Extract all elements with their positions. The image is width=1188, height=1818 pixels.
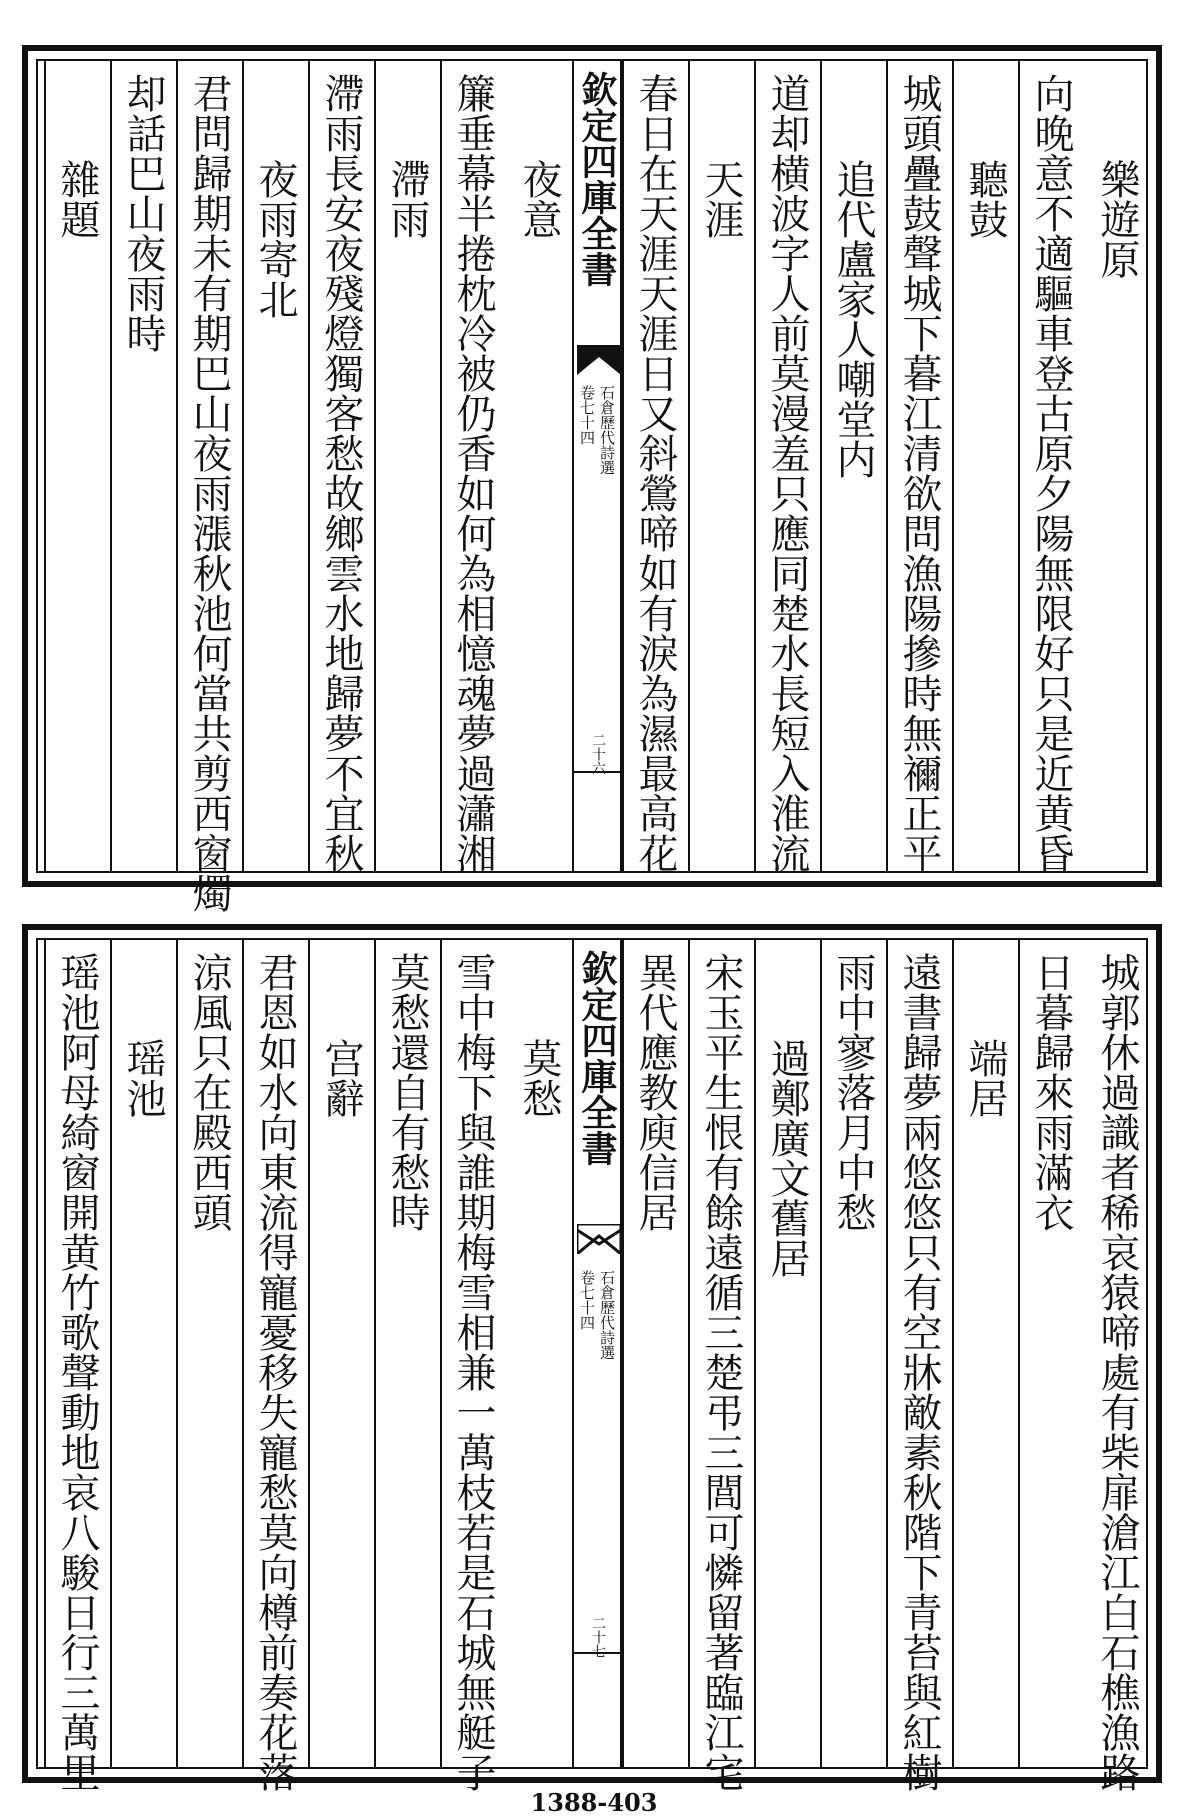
book-title: 欽定四庫全書	[576, 71, 618, 287]
column	[440, 940, 506, 1792]
poem-line: 道却横波字人前莫漫羞只應同楚水長短入淮流	[764, 73, 810, 873]
center-fold	[572, 940, 622, 1767]
column	[622, 61, 688, 871]
top-page-inner-frame	[36, 59, 1148, 913]
column	[440, 61, 506, 871]
fish-tail-mark	[577, 345, 621, 375]
leaf-number: 二十七	[590, 1616, 606, 1658]
poem-line: 向晚意不適驅車登古原夕陽無限好只是近黄昏	[1028, 73, 1074, 873]
column	[506, 940, 572, 1767]
poem-title: 夜雨寄北	[252, 159, 298, 319]
poem-line: 遠書歸夢兩悠悠只有空牀敵素秋階下青苔與紅樹	[896, 952, 942, 1792]
poem-title: 瑶池	[120, 1038, 166, 1118]
page-number: 1388-403	[530, 1788, 658, 1817]
column	[44, 61, 110, 871]
column	[886, 940, 952, 1792]
bottom-page-inner-frame	[36, 938, 1148, 1792]
collection-title: 石倉歷代詩選	[598, 1270, 616, 1360]
poem-title: 天涯	[698, 159, 744, 239]
fold-rule	[574, 771, 620, 773]
book-title: 欽定四庫全書	[576, 950, 618, 1166]
poem-line: 宋玉平生恨有餘遠循三楚弔三閭可憐留著臨江宅	[698, 952, 744, 1792]
column	[754, 940, 820, 1767]
column	[44, 940, 110, 1792]
poem-line: 城頭疊鼓聲城下暮江清欲問漁陽摻時無禰正平	[896, 73, 942, 873]
column	[1018, 940, 1084, 1767]
poem-line: 涼風只在殿西頭	[186, 952, 232, 1232]
column	[886, 61, 952, 871]
poem-line: 滯雨長安夜殘燈獨客愁故鄉雲水地歸夢不宜秋	[318, 73, 364, 873]
poem-line: 君恩如水向東流得寵憂移失寵愁莫向樽前奏花落	[252, 952, 298, 1792]
poem-title: 莫愁	[516, 1038, 562, 1118]
poem-line: 異代應教庾信居	[632, 952, 678, 1232]
column	[308, 61, 374, 871]
poem-title: 夜意	[516, 159, 562, 239]
column	[754, 61, 820, 871]
leaf-number: 二十六	[590, 733, 606, 775]
poem-title: 宫辭	[318, 1038, 364, 1118]
fish-tail-mark	[577, 1224, 621, 1254]
column	[820, 61, 886, 871]
poem-line: 日暮歸來雨滿衣	[1028, 952, 1074, 1232]
column	[506, 61, 572, 871]
collection-title: 石倉歷代詩選	[598, 385, 616, 475]
poem-line: 春日在天涯天涯日又斜鶯啼如有淚為濕最高花	[632, 73, 678, 873]
top-page-frame	[22, 45, 1162, 913]
column	[308, 940, 374, 1767]
column	[952, 940, 1018, 1767]
poem-title: 追代盧家人嘲堂内	[830, 159, 876, 479]
poem-line: 君問歸期未有期巴山夜雨漲秋池何當共剪西窗燭	[186, 73, 232, 913]
column	[242, 940, 308, 1792]
poem-title: 樂遊原	[1094, 159, 1140, 279]
column	[952, 61, 1018, 871]
column	[110, 61, 176, 871]
column	[374, 61, 440, 871]
fold-rule	[574, 1652, 620, 1654]
column	[242, 61, 308, 871]
poem-title: 滯雨	[384, 159, 430, 239]
column	[1084, 940, 1150, 1792]
volume-number: 卷七十四	[578, 385, 596, 445]
bottom-page-frame	[22, 924, 1162, 1792]
poem-title: 端居	[962, 1038, 1008, 1118]
column	[1084, 61, 1150, 871]
poem-line: 城郭休過識者稀哀猿啼處有柴扉滄江白石樵漁路	[1094, 952, 1140, 1792]
column	[374, 940, 440, 1767]
poem-line: 瑶池阿母綺窗開黄竹歌聲動地哀八駿日行三萬里	[54, 952, 100, 1792]
column	[688, 61, 754, 871]
poem-line: 莫愁還自有愁時	[384, 952, 430, 1232]
center-fold	[572, 61, 622, 871]
poem-line: 雪中梅下與誰期梅雪相兼一萬枝若是石城無艇子	[450, 952, 496, 1792]
column	[1018, 61, 1084, 871]
poem-line: 雨中寥落月中愁	[830, 952, 876, 1232]
poem-title: 過鄭廣文舊居	[764, 1038, 810, 1278]
poem-line: 却話巴山夜雨時	[120, 73, 166, 353]
column	[176, 61, 242, 913]
volume-number: 卷七十四	[578, 1270, 596, 1330]
poem-line: 簾垂幕半捲枕冷被仍香如何為相憶魂夢過瀟湘	[450, 73, 496, 873]
poem-title: 聽鼓	[962, 159, 1008, 239]
column	[176, 940, 242, 1767]
column	[688, 940, 754, 1792]
column	[820, 940, 886, 1767]
column	[110, 940, 176, 1767]
poem-title: 雜題	[54, 159, 100, 239]
column	[622, 940, 688, 1767]
